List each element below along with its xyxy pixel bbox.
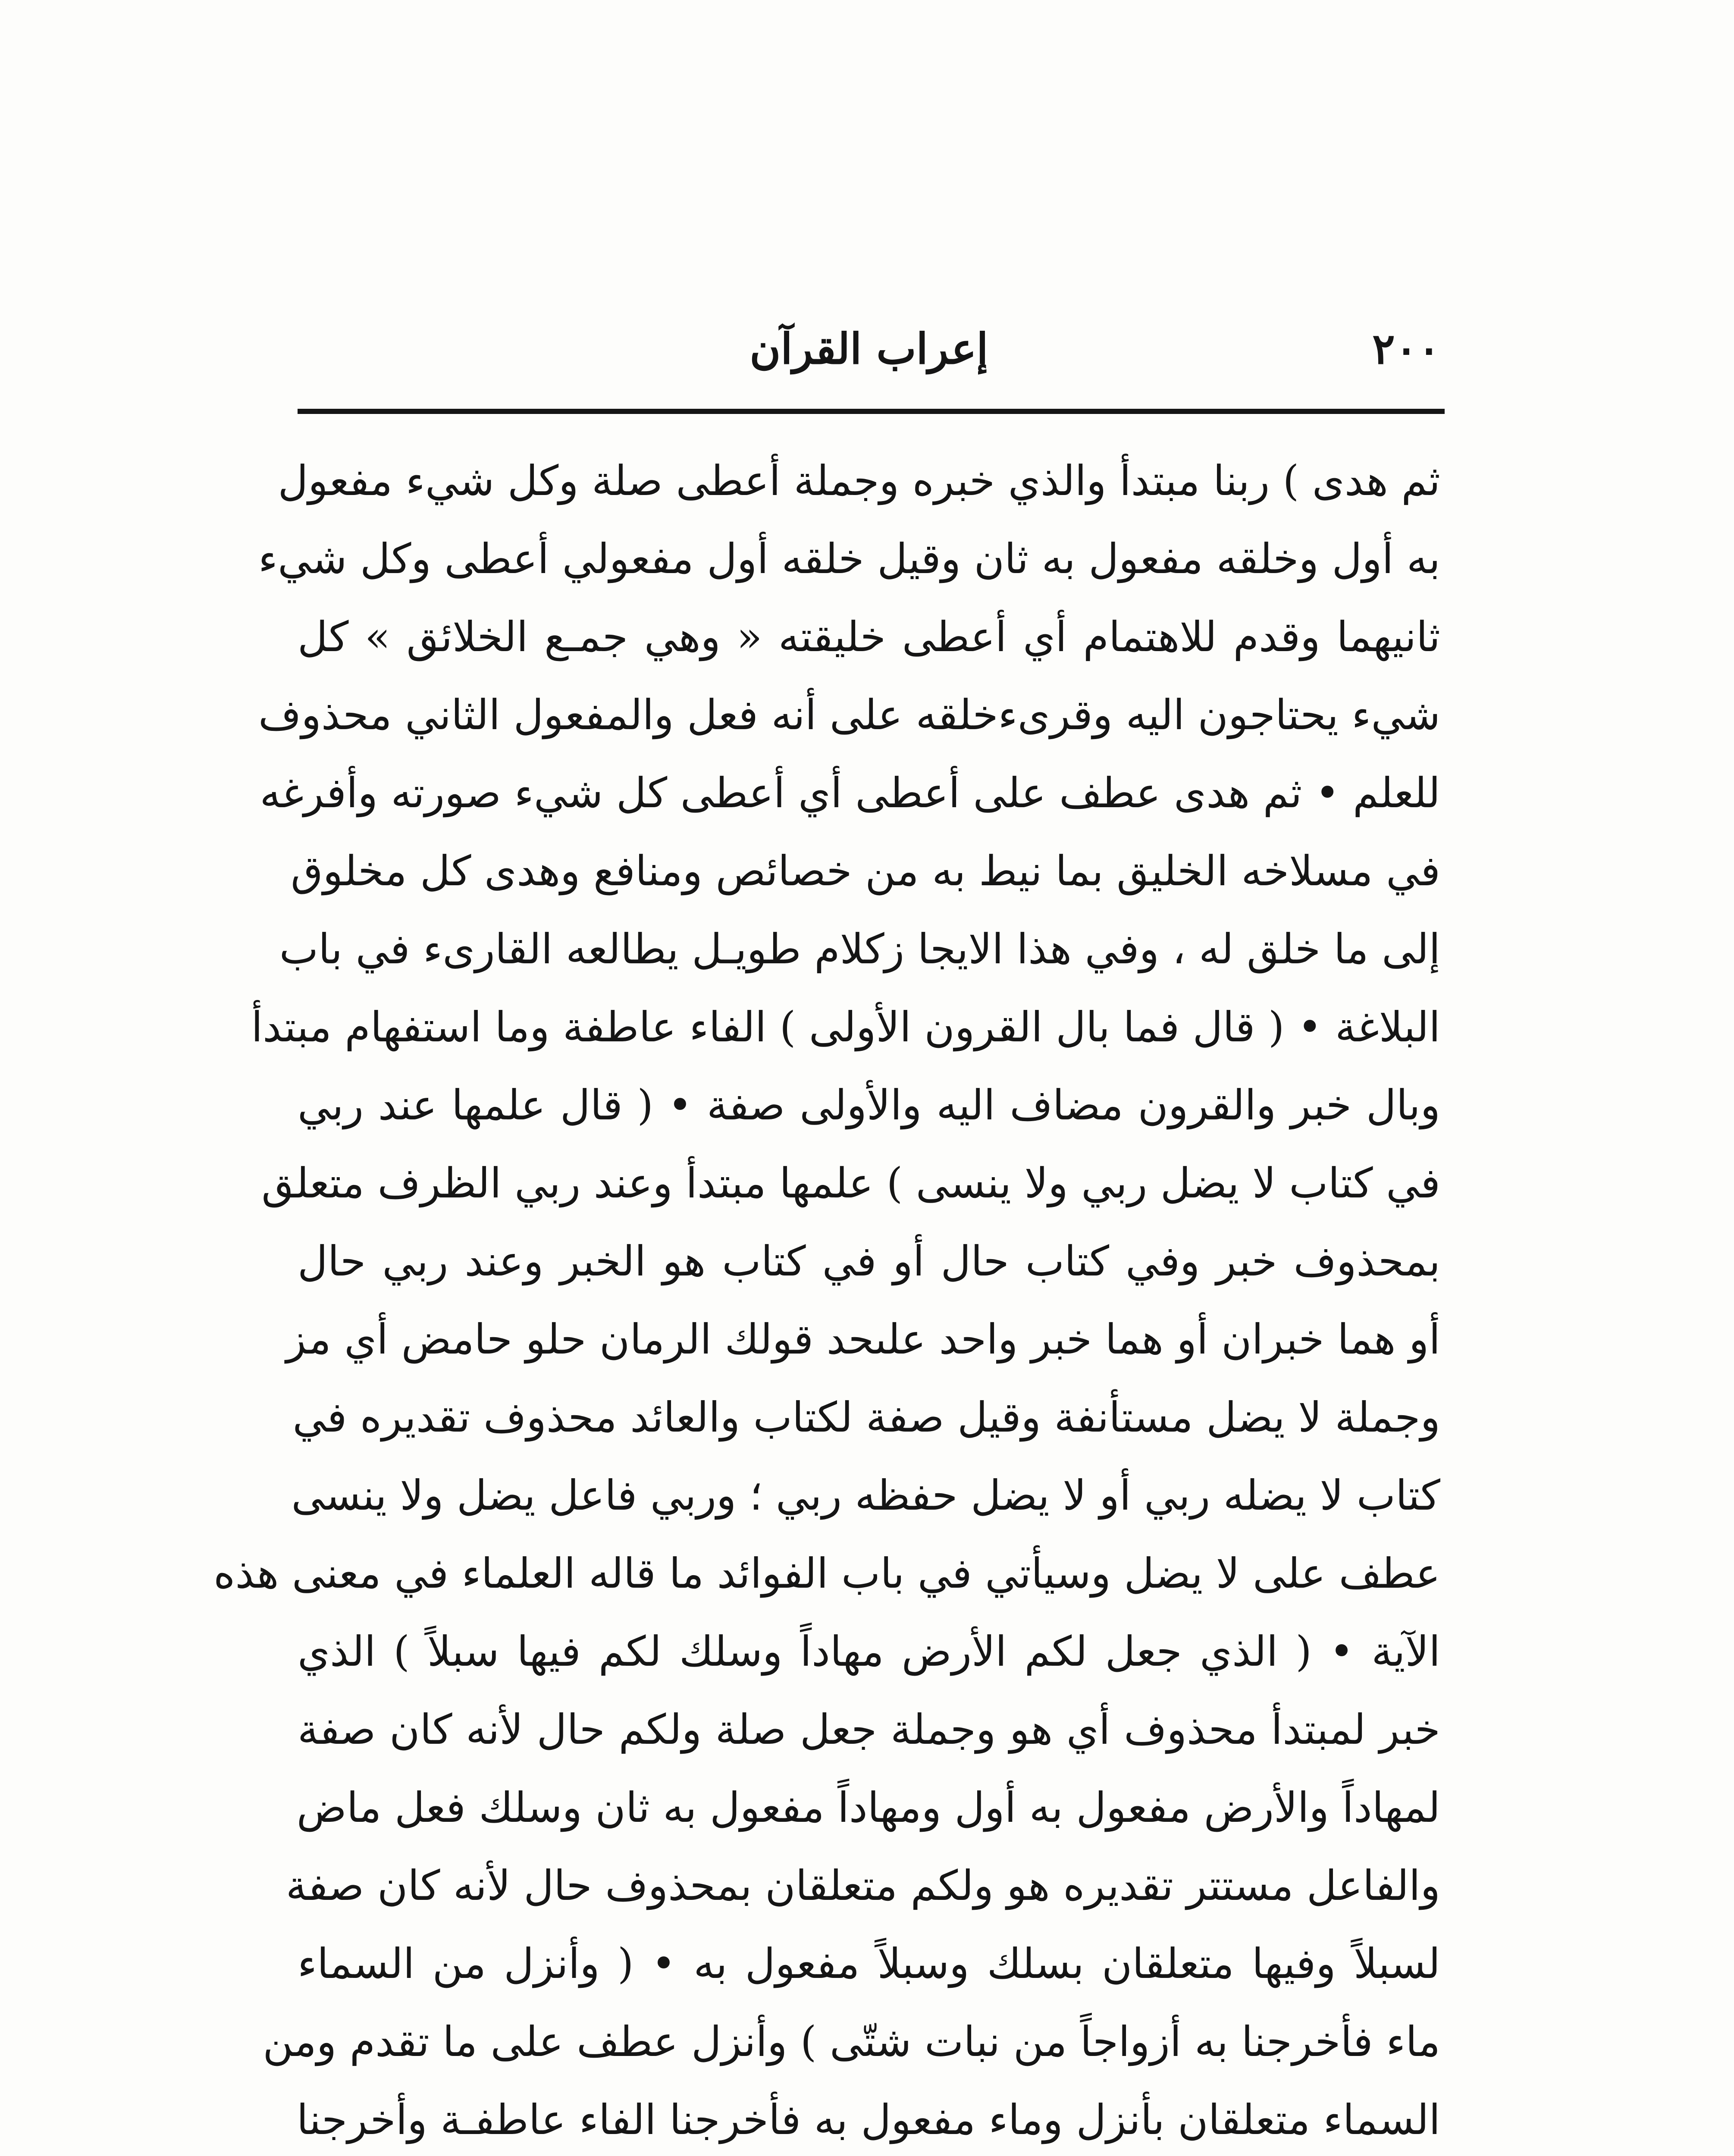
page-header [298,317,1440,382]
text-line: في مسلاخه الخليق بما نيط به من خصائص ومنافع وهدى كل مخلوق [291,847,1440,895]
text-line: في كتاب لا يضل ربي ولا ينسى ) علمها مبتدأ وعند ربي الظرف متعلق [261,1159,1440,1207]
text-line: به أول وخلقه مفعول به ثان وقيل خلقه أول مفعولي أعطى وكل شيء [258,535,1440,583]
text-line: أو هما خبران أو هما خبر واحد علىحد قولك الرمان حلو حامض أي مز [286,1315,1440,1363]
text-line: البلاغة • ( قال فما بال القرون الأولى ) الفاء عاطفة وما استفهام مبتدأ [251,1003,1440,1051]
text-line: بمحذوف خبر وفي كتاب حال أو في كتاب هو الخبر وعند ربي حال [298,1237,1441,1285]
body-text [213,442,1441,2156]
text-line: لسبلاً وفيها متعلقان بسلك وسبلاً مفعول به • ( وأنزل من السماء [298,1940,1440,1988]
text-line: السماء متعلقان بأنزل وماء مفعول به فأخرجنا الفاء عاطفـة وأخرجنا [296,2096,1440,2144]
header-rule [298,409,1445,414]
text-line: ماء فأخرجنا به أزواجاً من نبات شتّى ) وأنزل عطف على ما تقدم ومن [263,2018,1440,2066]
text-line: وبال خبر والقرون مضاف اليه والأولى صفة • ( قال علمها عند ربي [298,1081,1441,1129]
text-line: عطف على لا يضل وسيأتي في باب الفوائد ما قاله العلماء في معنى هذه [213,1549,1440,1598]
text-line: إلى ما خلق له ، وفي هذا الايجا زكلام طويـل يطالعه القارىء في باب [279,925,1440,973]
text-line: والفاعل مستتر تقديره هو ولكم متعلقان بمحذوف حال لأنه كان صفة [285,1861,1440,1910]
page-number: ٢٠٠ [1372,324,1440,374]
text-line: للعلم • ثم هدى عطف على أعطى أي أعطى كل شيء صورته وأفرغه [260,769,1440,817]
text-line: لمهاداً والأرض مفعول به أول ومهاداً مفعول به ثان وسلك فعل ماض [296,1783,1440,1832]
book-title: إعراب القرآن [749,324,988,374]
text-line: ثم هدى ) ربنا مبتدأ والذي خبره وجملة أعطى صلة وكل شيء مفعول [278,457,1440,505]
text-line: وجملة لا يضل مستأنفة وقيل صفة لكتاب والعائد محذوف تقديره في [292,1393,1440,1442]
text-line: كتاب لا يضله ربي أو لا يضل حفظه ربي ؛ وربي فاعل يضل ولا ينسى [291,1471,1440,1520]
text-line: ثانيهما وقدم للاهتمام أي أعطى خليقته « وهي جمـع الخلائق » كل [298,613,1441,661]
text-line: الآية • ( الذي جعل لكم الأرض مهاداً وسلك لكم فيها سبلاً ) الذي [298,1627,1440,1676]
text-line: خبر لمبتدأ محذوف أي هو وجملة جعل صلة ولكم حال لأنه كان صفة [298,1705,1441,1754]
text-line: شيء يحتاجون اليه وقرىءخلقه على أنه فعل والمفعول الثاني محذوف [258,691,1440,739]
